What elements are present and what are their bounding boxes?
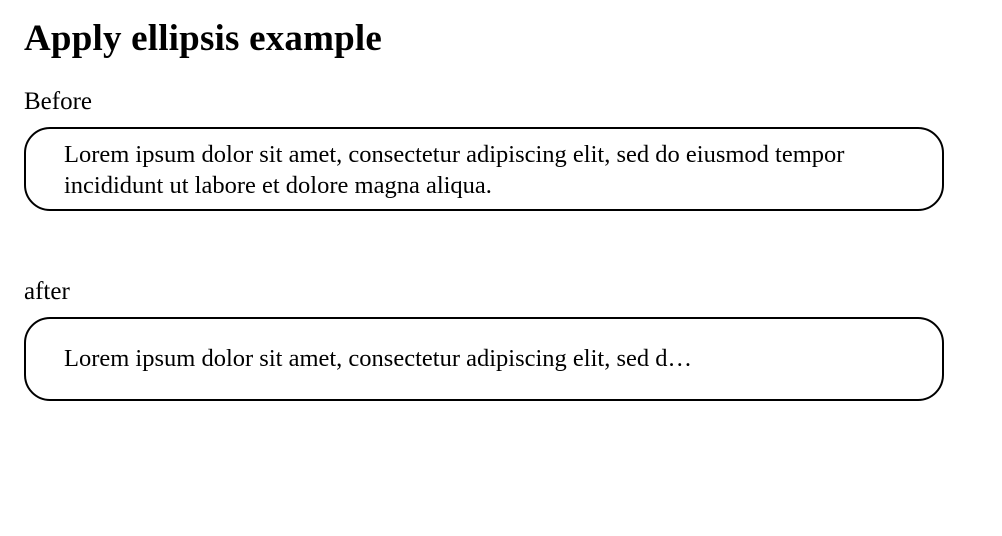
section-label-before: Before [24, 87, 93, 115]
page-title: Apply ellipsis example [24, 18, 382, 59]
text-box-before [24, 127, 944, 211]
text-box-before-content: Lorem ipsum dolor sit amet, consectetur adipiscing elit, sed do eiusmod tempor incididunt ut labore et dolore magna aliqua. [64, 140, 845, 199]
section-label-after: after [24, 277, 70, 305]
text-box-after-content: Lorem ipsum dolor sit amet, consectetur adipiscing elit, sed d… [64, 345, 693, 373]
text-box-after [24, 317, 944, 401]
